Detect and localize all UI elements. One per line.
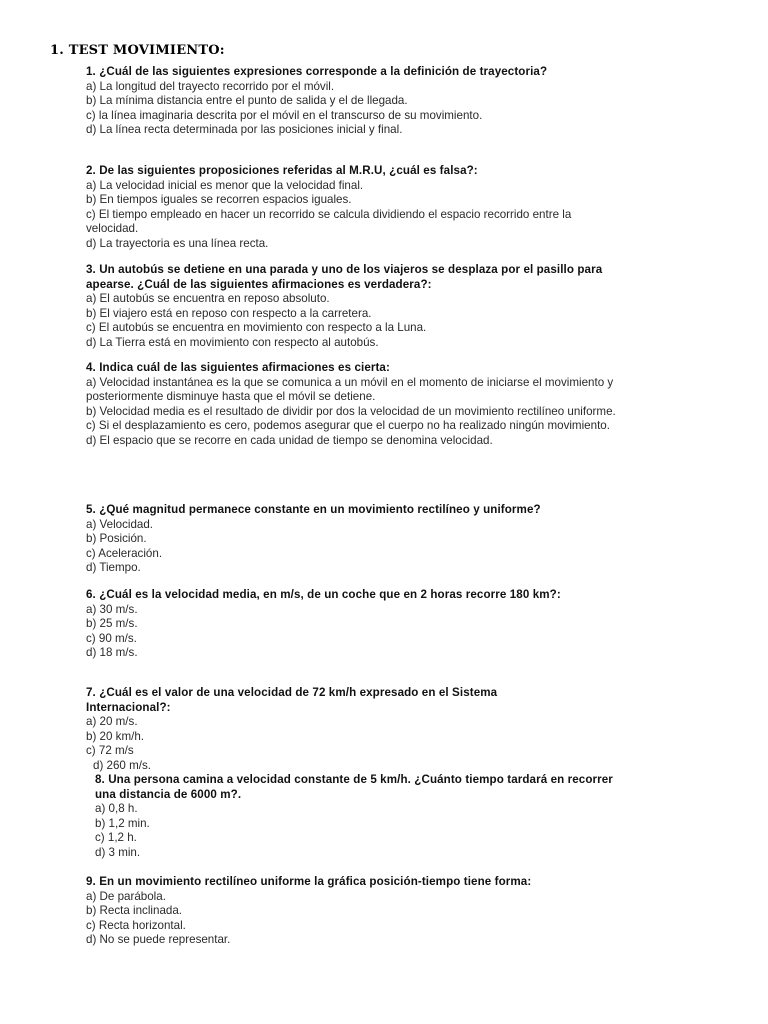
question-6-option-a: a) 30 m/s. <box>86 602 138 616</box>
question-5 <box>86 503 636 576</box>
question-2-option-b: b) En tiempos iguales se recorren espacios iguales. <box>86 193 352 207</box>
question-5-option-d: d) Tiempo. <box>86 561 141 575</box>
question-9-option-d: d) No se puede representar. <box>86 933 231 947</box>
question-8-option-b: b) 1,2 min. <box>95 816 150 830</box>
question-1-option-a: a) La longitud del trayecto recorrido por el móvil. <box>86 79 335 93</box>
question-2-option-a: a) La velocidad inicial es menor que la velocidad final. <box>86 178 364 192</box>
question-9-stem: 9. En un movimiento rectilíneo uniforme la gráfica posición-tiempo tiene forma: <box>86 875 532 888</box>
question-5-option-b: b) Posición. <box>86 532 147 546</box>
question-9-option-a: a) De parábola. <box>86 889 166 903</box>
question-1-option-c: c) la línea imaginaria descrita por el móvil en el transcurso de su movimiento. <box>86 108 483 122</box>
question-6-option-b: b) 25 m/s. <box>86 617 138 631</box>
question-6-option-d: d) 18 m/s. <box>86 646 138 660</box>
question-2-stem: 2. De las siguientes proposiciones referidas al M.R.U, ¿cuál es falsa?: <box>86 164 478 177</box>
question-7-option-a: a) 20 m/s. <box>86 715 138 729</box>
question-1 <box>86 65 556 138</box>
question-3-option-a: a) El autobús se encuentra en reposo absoluto. <box>86 292 330 306</box>
question-9-option-b: b) Recta inclinada. <box>86 904 183 918</box>
question-5-option-c: c) Aceleración. <box>86 546 163 560</box>
question-4-option-c: c) Si el desplazamiento es cero, podemos asegurar que el cuerpo no ha realizado ningún movimiento. <box>86 419 610 433</box>
question-9 <box>86 875 626 948</box>
question-4-option-d: d) El espacio que se recorre en cada unidad de tiempo se denomina velocidad. <box>86 433 493 447</box>
question-8 <box>95 773 635 861</box>
question-7-stem: 7. ¿Cuál es el valor de una velocidad de 72 km/h expresado en el Sistema Internacional?: <box>86 686 498 714</box>
question-5-option-a: a) Velocidad. <box>86 517 154 531</box>
question-3 <box>86 263 626 351</box>
question-1-option-b: b) La mínima distancia entre el punto de salida y el de llegada. <box>86 94 408 108</box>
question-7-option-c: c) 72 m/s <box>86 744 134 758</box>
question-8-option-d: d) 3 min. <box>95 845 141 859</box>
question-3-stem: 3. Un autobús se detiene en una parada y uno de los viajeros se desplaza por el pasillo para apearse. ¿Cuál de las siguientes afirmaciones es verdadera?: <box>86 263 603 291</box>
question-8-stem: 8. Una persona camina a velocidad constante de 5 km/h. ¿Cuánto tiempo tardará en recorrer una distancia de 6000 m?. <box>95 773 613 801</box>
question-5-stem: 5. ¿Qué magnitud permanece constante en un movimiento rectilíneo y uniforme? <box>86 503 541 516</box>
question-1-stem: 1. ¿Cuál de las siguientes expresiones corresponde a la definición de trayectoria? <box>86 65 548 78</box>
question-6-stem: 6. ¿Cuál es la velocidad media, en m/s, de un coche que en 2 horas recorre 180 km?: <box>86 588 561 601</box>
question-8-option-a: a) 0,8 h. <box>95 802 138 816</box>
question-2 <box>86 164 626 252</box>
question-9-option-c: c) Recta horizontal. <box>86 918 186 932</box>
question-3-option-c: c) El autobús se encuentra en movimiento con respecto a la Luna. <box>86 321 427 335</box>
question-7-option-b: b) 20 km/h. <box>86 729 144 743</box>
question-7 <box>86 686 556 774</box>
question-3-option-b: b) El viajero está en reposo con respecto a la carretera. <box>86 306 372 320</box>
question-6 <box>86 588 586 661</box>
question-4-option-b: b) Velocidad media es el resultado de dividir por dos la velocidad de un movimiento rectilíneo uniforme. <box>86 404 616 418</box>
question-6-option-c: c) 90 m/s. <box>86 631 137 645</box>
question-2-option-c: c) El tiempo empleado en hacer un recorrido se calcula dividiendo el espacio recorrido entre la velocidad. <box>86 207 572 236</box>
question-4-option-a: a) Velocidad instantánea es la que se comunica a un móvil en el momento de iniciarse el movimiento y posteriormente disminuye hasta que el móvil se detiene. <box>86 375 614 404</box>
question-4-stem: 4. Indica cuál de las siguientes afirmaciones es cierta: <box>86 361 390 374</box>
question-4 <box>86 361 626 449</box>
question-1-option-d: d) La línea recta determinada por las posiciones inicial y final. <box>86 123 403 137</box>
question-2-option-d: d) La trayectoria es una línea recta. <box>86 236 269 250</box>
question-7-option-d: d) 260 m/s. <box>93 758 151 772</box>
question-8-option-c: c) 1,2 h. <box>95 831 137 845</box>
question-3-option-d: d) La Tierra está en movimiento con respecto al autobús. <box>86 335 379 349</box>
page-title: 1. TEST MOVIMIENTO: <box>50 43 225 58</box>
